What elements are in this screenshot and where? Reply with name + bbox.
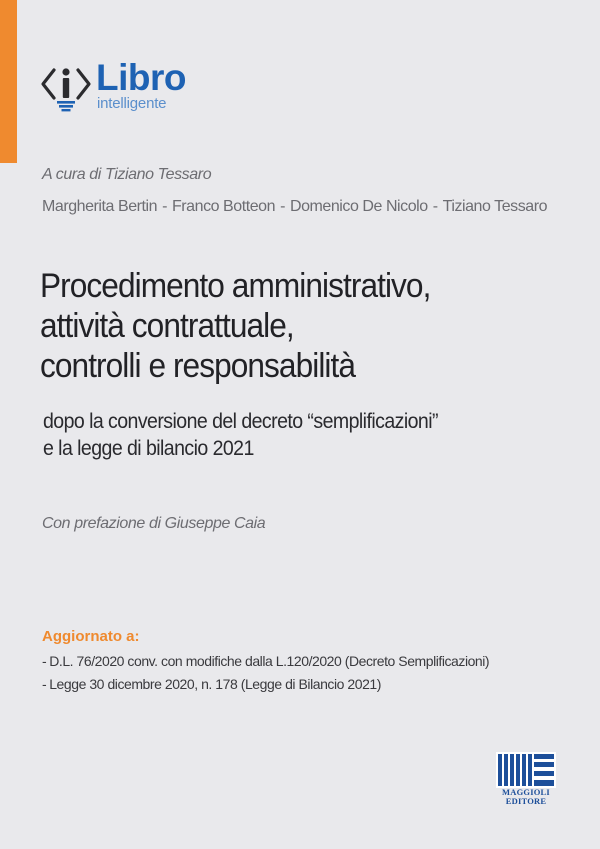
title-line: controlli e responsabilità	[40, 347, 356, 385]
updates-section	[42, 628, 582, 696]
bullet-mark: -	[42, 676, 47, 692]
author-name: Margherita Bertin	[42, 198, 158, 215]
publisher-logo	[491, 752, 561, 808]
publisher-name-line: EDITORE	[505, 796, 547, 806]
preface-line: Con prefazione di Giuseppe Caia	[42, 515, 266, 532]
ilibro-logo	[40, 58, 200, 118]
book-subtitle	[43, 408, 564, 462]
updates-heading: Aggiornato a:	[42, 628, 140, 645]
title-line: attività contrattuale,	[40, 307, 294, 345]
subtitle-line: dopo la conversione del decreto “semplificazioni”	[43, 410, 438, 433]
subtitle-line: e la legge di bilancio 2021	[43, 437, 254, 460]
ilibro-logo-icon	[40, 62, 96, 112]
author-name: Franco Botteon	[171, 198, 276, 215]
updates-list	[42, 650, 582, 696]
authors-line	[42, 198, 547, 216]
title-line: Procedimento amministrativo,	[40, 267, 431, 305]
author-separator: -	[432, 198, 438, 215]
book-title	[40, 266, 542, 386]
publisher-name	[491, 788, 561, 806]
author-name: Tiziano Tessaro	[442, 198, 548, 215]
list-item	[42, 650, 582, 673]
accent-bar	[0, 0, 17, 163]
curator-line: A cura di Tiziano Tessaro	[42, 166, 212, 183]
list-item	[42, 673, 582, 696]
update-text: Legge 30 dicembre 2020, n. 178 (Legge di Bilancio 2021)	[49, 676, 381, 692]
author-separator: -	[280, 198, 285, 215]
logo-wordmark: Libro	[96, 57, 186, 98]
update-text: D.L. 76/2020 conv. con modifiche dalla L.120/2020 (Decreto Semplificazioni)	[49, 653, 490, 669]
author-separator: -	[162, 198, 167, 215]
logo-tagline: intelligente	[97, 95, 167, 112]
publisher-logo-icon	[496, 752, 556, 788]
publisher-name-line: MAGGIOLI	[502, 787, 550, 797]
author-name: Domenico De Nicolo	[289, 198, 428, 215]
bullet-mark: -	[42, 653, 47, 669]
